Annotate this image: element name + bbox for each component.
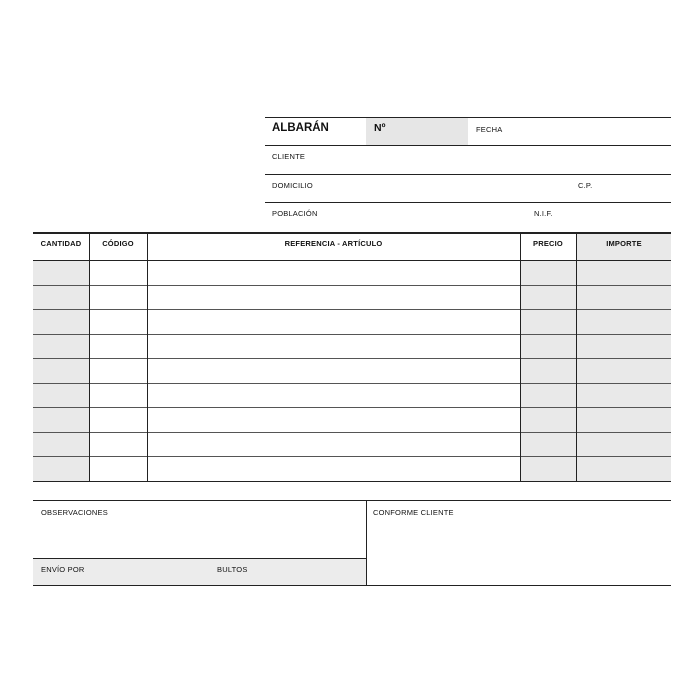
footer-bottom-line — [33, 585, 671, 586]
column-header-code: CÓDIGO — [102, 239, 134, 248]
address-label: DOMICILIO — [272, 181, 313, 190]
document-title: ALBARÁN — [272, 122, 329, 134]
header-line-2 — [265, 174, 671, 175]
footer-top-line — [33, 500, 671, 501]
column-divider — [576, 233, 577, 481]
header-line-3 — [265, 202, 671, 203]
price-column-shade — [521, 261, 576, 481]
town-label: POBLACIÓN — [272, 209, 318, 218]
footer-divider — [366, 500, 367, 586]
shipping-label: ENVÍO POR — [41, 565, 85, 574]
postal-code-label: C.P. — [578, 181, 593, 190]
client-label: CLIENTE — [272, 152, 306, 161]
table-bottom-line — [33, 481, 671, 482]
column-header-quantity: CANTIDAD — [40, 239, 82, 248]
date-label: FECHA — [476, 125, 503, 134]
column-header-amount: IMPORTE — [606, 239, 642, 248]
footer-mid-line — [33, 558, 367, 559]
header-line-1 — [265, 145, 671, 146]
packages-label: BULTOS — [217, 565, 248, 574]
column-divider — [520, 233, 521, 481]
nif-label: N.I.F. — [534, 209, 553, 218]
column-divider — [147, 233, 148, 481]
number-label: Nº — [374, 122, 386, 134]
client-approval-label: CONFORME CLIENTE — [373, 508, 454, 517]
header-top-line — [265, 117, 671, 118]
column-header-price: PRECIO — [533, 239, 563, 248]
column-header-reference: REFERENCIA - ARTÍCULO — [284, 239, 383, 248]
amount-column-shade — [577, 233, 671, 481]
quantity-column-shade — [33, 261, 89, 481]
observations-label: OBSERVACIONES — [41, 508, 108, 517]
column-divider — [89, 233, 90, 481]
